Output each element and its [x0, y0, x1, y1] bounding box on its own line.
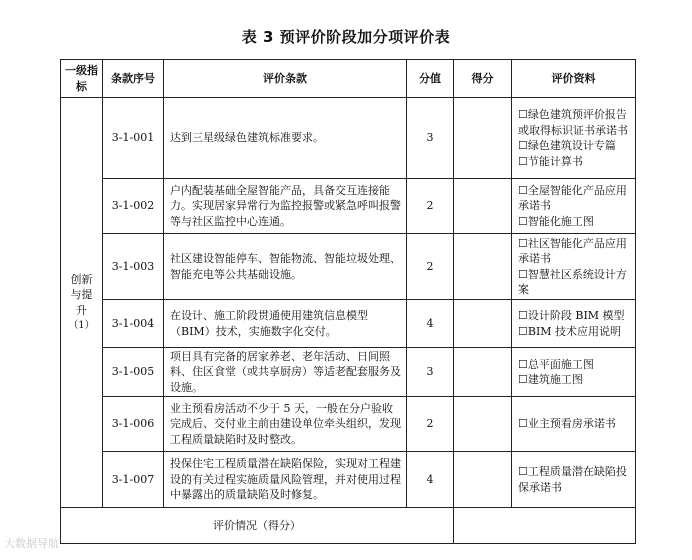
points-value: 2 — [407, 179, 454, 234]
header-level1: 一级指标 — [61, 60, 103, 98]
table-row — [61, 397, 636, 452]
category-line: 与提 — [70, 288, 93, 301]
header-materials: 评价资料 — [512, 60, 636, 98]
score-cell[interactable] — [454, 300, 512, 348]
table-row — [61, 98, 636, 179]
header-row — [61, 60, 636, 98]
clause-number: 3-1-001 — [103, 98, 164, 179]
clause-text: 投保住宅工程质量潜在缺陷保险，实现对工程建设的有关过程实施质量风险管理，并对使用过程中暴露出的质量缺陷及时修复。 — [164, 452, 407, 508]
material-checkbox-item[interactable]: ☐智能化施工图 — [518, 214, 594, 228]
material-checkbox-item[interactable]: ☐业主预看房承诺书 — [518, 417, 616, 431]
score-cell[interactable] — [454, 397, 512, 452]
category-line: （1） — [68, 320, 95, 331]
table-row — [61, 179, 636, 234]
header-clause: 评价条款 — [164, 60, 407, 98]
category-line: 创新 — [70, 272, 93, 286]
score-cell[interactable] — [454, 179, 512, 234]
summary-label: 评价情况（得分） — [61, 508, 454, 544]
materials-cell — [512, 98, 636, 179]
material-checkbox-item[interactable]: ☐建筑施工图 — [518, 373, 583, 386]
points-value: 3 — [407, 348, 454, 397]
category-cell — [61, 98, 103, 508]
materials-cell — [512, 397, 636, 452]
material-checkbox-item[interactable]: ☐智慧社区系统设计方案 — [518, 267, 627, 296]
summary-row — [61, 508, 636, 544]
material-checkbox-item[interactable]: ☐全屋智能化产品应用承诺书 — [518, 183, 627, 213]
clause-text: 社区建设智能停车、智能物流、智能垃圾处理、智能充电等公共基础设施。 — [164, 234, 407, 300]
score-cell[interactable] — [454, 234, 512, 300]
material-checkbox-item[interactable]: ☐绿色建筑预评价报告或取得标识证书承诺书 — [518, 108, 628, 137]
table-row — [61, 348, 636, 397]
clause-number: 3-1-003 — [103, 234, 164, 300]
table-row — [61, 452, 636, 508]
clause-number: 3-1-004 — [103, 300, 164, 348]
points-value: 2 — [407, 397, 454, 452]
points-value: 3 — [407, 98, 454, 179]
header-points: 分值 — [407, 60, 454, 98]
table-row — [61, 300, 636, 348]
clause-number: 3-1-002 — [103, 179, 164, 234]
materials-cell — [512, 452, 636, 508]
table-row — [61, 234, 636, 300]
material-checkbox-item[interactable]: ☐社区智能化产品应用承诺书 — [518, 236, 627, 265]
clause-text: 达到三星级绿色建筑标准要求。 — [164, 98, 407, 179]
header-got: 得分 — [454, 60, 512, 98]
points-value: 4 — [407, 300, 454, 348]
watermark: 大数据导航 — [4, 537, 59, 550]
category-line: 升 — [76, 303, 87, 317]
material-checkbox-item[interactable]: ☐工程质量潜在缺陷投保承诺书 — [518, 465, 627, 494]
materials-cell — [512, 348, 636, 397]
points-value: 2 — [407, 234, 454, 300]
score-cell[interactable] — [454, 98, 512, 179]
score-cell[interactable] — [454, 452, 512, 508]
material-checkbox-item[interactable]: ☐绿色建筑设计专篇 — [518, 139, 616, 152]
materials-cell — [512, 234, 636, 300]
clause-number: 3-1-006 — [103, 397, 164, 452]
clause-text: 户内配装基础全屋智能产品，具备交互连接能力。实现居家异常行为监控报警或紧急呼叫报警等与社区监控中心连通。 — [164, 179, 407, 234]
materials-cell — [512, 300, 636, 348]
clause-text: 业主预看房活动不少于 5 天，一般在分户验收完成后、交付业主前由建设单位牵头组织，发现工程质量缺陷时及时整改。 — [164, 397, 407, 452]
header-clause-no: 条款序号 — [103, 60, 164, 98]
score-cell[interactable] — [454, 348, 512, 397]
summary-score-cell[interactable] — [454, 508, 636, 544]
material-checkbox-item[interactable]: ☐节能计算书 — [518, 154, 583, 168]
material-checkbox-item[interactable]: ☐设计阶段 BIM 模型 — [518, 309, 625, 322]
material-checkbox-item[interactable]: ☐总平面施工图 — [518, 357, 594, 371]
clause-text: 在设计、施工阶段贯通使用建筑信息模型（BIM）技术，实施数字化交付。 — [164, 300, 407, 348]
evaluation-table — [60, 59, 636, 544]
points-value: 4 — [407, 452, 454, 508]
clause-number: 3-1-007 — [103, 452, 164, 508]
table-title: 表 3 预评价阶段加分项评价表 — [241, 28, 451, 46]
materials-cell — [512, 179, 636, 234]
clause-text: 项目具有完备的居家养老、老年活动、日间照料、住区食堂（或共享厨房）等适老配套服务及设施。 — [164, 348, 407, 397]
material-checkbox-item[interactable]: ☐BIM 技术应用说明 — [518, 324, 622, 338]
clause-number: 3-1-005 — [103, 348, 164, 397]
